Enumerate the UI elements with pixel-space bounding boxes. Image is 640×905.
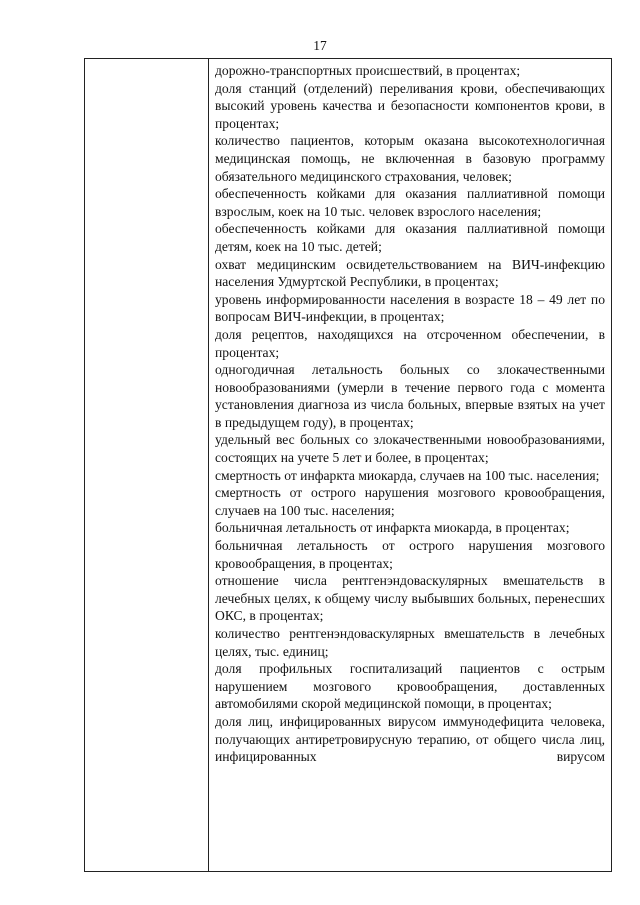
indicator-item: отношение числа рентгенэндоваскулярных вмешательств в лечебных целях, к общему числу выбывших больных, перенесших ОКС, в процентах; bbox=[215, 573, 605, 624]
indicator-item: количество пациентов, которым оказана высокотехнологичная медицинская помощь, не включенная в базовую программу обязательного медицинского страхования, человек; bbox=[215, 133, 605, 184]
indicator-item: обеспеченность койками для оказания паллиативной помощи взрослым, коек на 10 тыс. человек взрослого населения; bbox=[215, 186, 605, 219]
indicator-item: доля профильных госпитализаций пациентов с острым нарушением мозгового кровообращения, доставленных автомобилями скорой медицинской помощи, в процентах; bbox=[215, 661, 605, 712]
indicator-item: смертность от острого нарушения мозгового кровообращения, случаев на 100 тыс. населения; bbox=[215, 485, 605, 518]
indicator-item: удельный вес больных со злокачественными новообразованиями, состоящих на учете 5 лет и более, в процентах; bbox=[215, 432, 605, 466]
indicator-item: одногодичная летальность больных со злокачественными новообразованиями (умерли в течение первого года с момента установления диагноза из числа больных, впервые взятых на учет в предыдущем году), в процентах; bbox=[215, 362, 605, 430]
column-divider bbox=[208, 59, 209, 871]
indicator-item: количество рентгенэндоваскулярных вмешательств в лечебных целях, тыс. единиц; bbox=[215, 626, 605, 659]
indicator-item: больничная летальность от инфаркта миокарда, в процентах; bbox=[215, 520, 570, 536]
indicator-item: смертность от инфаркта миокарда, случаев на 100 тыс. населения; bbox=[215, 467, 600, 483]
page-number: 17 bbox=[313, 38, 327, 53]
indicator-item: обеспеченность койками для оказания паллиативной помощи детям, коек на 10 тыс. детей; bbox=[215, 221, 605, 254]
indicator-item: доля рецептов, находящихся на отсроченном обеспечении, в процентах; bbox=[215, 326, 605, 360]
indicator-item: доля лиц, инфицированных вирусом иммунодефицита человека, получающих антиретровирусную терапию, от общего числа лиц, инфицированных вирусом bbox=[215, 713, 605, 765]
indicator-item: дорожно-транспортных происшествий, в процентах; bbox=[215, 63, 521, 78]
indicator-item: уровень информированности населения в возрасте 18 – 49 лет по вопросам ВИЧ-инфекции, в процентах; bbox=[215, 291, 605, 325]
indicators-table bbox=[84, 58, 612, 872]
indicator-item: доля станций (отделений) переливания крови, обеспечивающих высокий уровень качества и безопасности компонентов крови, в процентах; bbox=[215, 80, 605, 131]
indicators-list bbox=[215, 62, 605, 766]
indicator-item: больничная летальность от острого нарушения мозгового кровообращения, в процентах; bbox=[215, 538, 605, 571]
indicator-item: охват медицинским освидетельствованием на ВИЧ-инфекцию населения Удмуртской Республики, в процентах; bbox=[215, 256, 605, 290]
